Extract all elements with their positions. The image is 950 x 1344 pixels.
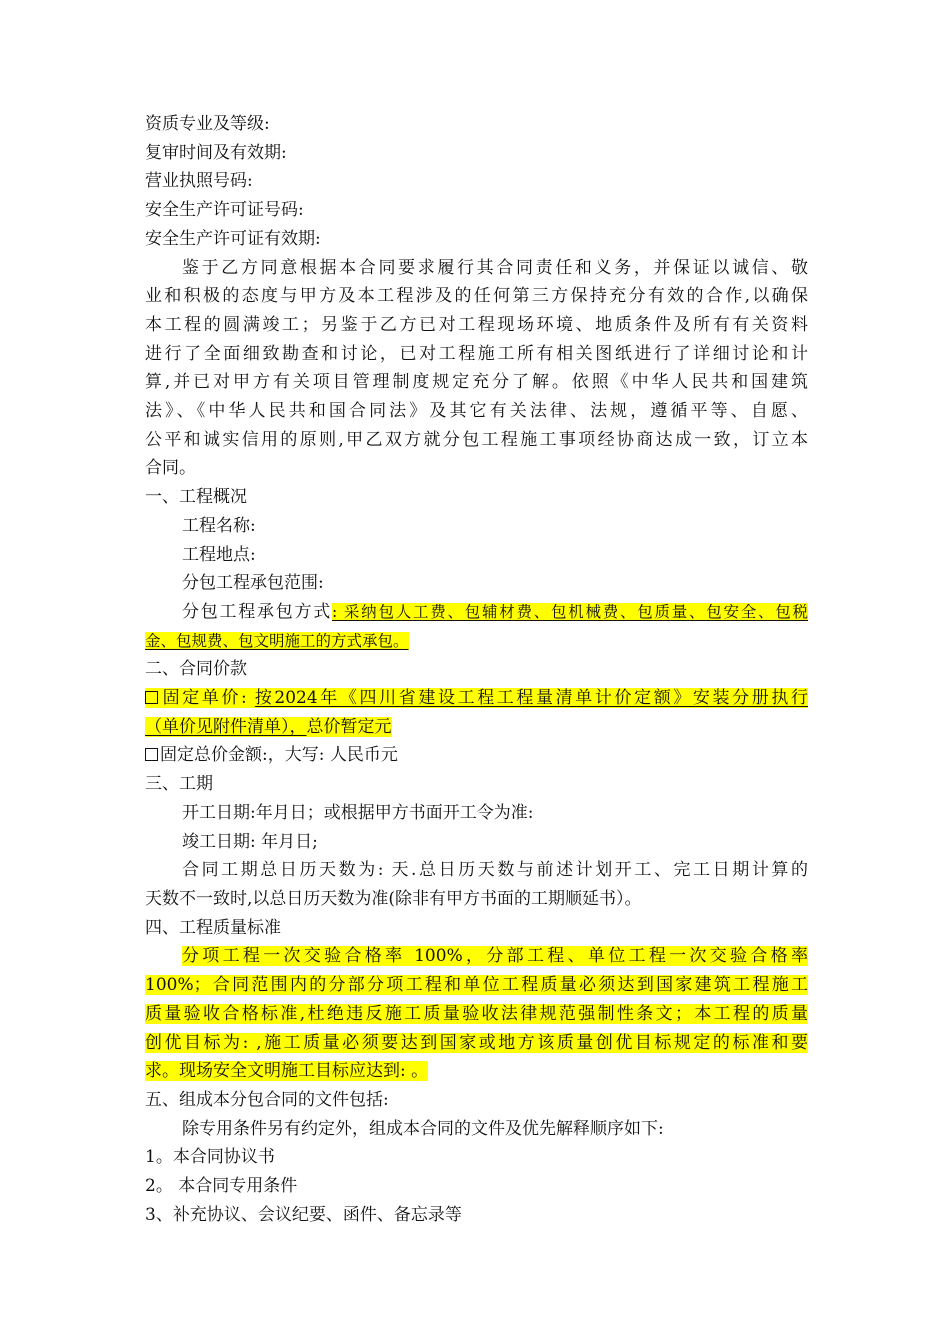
subcontract-scope-field: 分包工程承包范围: [182, 573, 324, 594]
project-location-field: 工程地点: [182, 544, 256, 565]
fixed-unit-price-highlight [145, 688, 808, 708]
section-heading-quality: 四、工程质量标准 [145, 917, 281, 938]
project-name-field: 工程名称: [182, 515, 256, 536]
fixed-unit-price-total: 总价暂定元 [306, 716, 392, 737]
section-heading-price: 二、合同价款 [145, 659, 247, 680]
completion-date-field: 竣工日期: 年月日; [182, 831, 318, 852]
preamble-line: 鉴于乙方同意根据本合同要求履行其合同责任和义务，并保证以诚信、敬 [182, 257, 808, 278]
duration-line: 合同工期总日历天数为: 天.总日历天数与前述计划开工、完工日期计算的 [182, 860, 808, 881]
preamble-line: 业和积极的态度与甲方及本工程涉及的任何第三方保持充分有效的合作,以确保 [145, 286, 808, 307]
subcontract-method-value-cont: 金、包规费、包文明施工的方式承包。 [145, 631, 409, 650]
preamble-line: 合同。 [145, 458, 196, 479]
quality-text: 创优目标为: ,施工质量必须要达到国家或地方该质量创优目标规定的标准和要 [145, 1032, 808, 1053]
checkbox-icon[interactable] [145, 748, 158, 761]
quality-line [145, 1029, 808, 1058]
fixed-unit-price-basis: 按2024年《四川省建设工程工程量清单计价定额》安装分册执行 [254, 688, 808, 709]
duration-line: 天数不一致时,以总日历天数为准(除非有甲方书面的工期顺延书）。 [145, 888, 642, 909]
quality-text: 100%；合同范围内的分部分项工程和单位工程质量必须达到国家建筑工程施工 [145, 975, 808, 996]
subcontract-method-continuation [145, 627, 808, 656]
quality-line [145, 1000, 808, 1029]
field-review-validity: 复审时间及有效期: [145, 142, 287, 163]
fixed-unit-price-line [145, 684, 808, 713]
fixed-unit-price-label: 固定单价: [160, 688, 255, 709]
preamble-line: 算,并已对甲方有关项目管理制度规定充分了解。依照《中华人民共和国建筑 [145, 372, 808, 393]
document-list-item: 3、补充协议、会议纪要、函件、备忘录等 [145, 1204, 462, 1225]
section-heading-overview: 一、工程概况 [145, 487, 247, 508]
fixed-total-price-text: 固定总价金额:，大写: 人民币元 [160, 745, 398, 766]
fixed-unit-price-continuation [145, 713, 808, 742]
section-heading-schedule: 三、工期 [145, 774, 213, 795]
subcontract-method-line [145, 598, 808, 627]
subcontract-method-label: 分包工程承包方式 [182, 601, 333, 622]
field-qualification: 资质专业及等级: [145, 114, 270, 134]
fixed-unit-price-highlight-cont [145, 717, 392, 737]
document-list-item: 2。 本合同专用条件 [145, 1176, 298, 1197]
documents-intro: 除专用条件另有约定外，组成本合同的文件及优先解释顺序如下: [182, 1118, 664, 1139]
checkbox-icon[interactable] [145, 691, 158, 704]
quality-line [145, 1057, 808, 1086]
preamble-line: 公平和诚实信用的原则,甲乙双方就分包工程施工事项经协商达成一致，订立本 [145, 429, 808, 450]
field-safety-permit-number: 安全生产许可证号码: [145, 200, 304, 221]
subcontract-method-value: : 采纳包人工费、包辅材费、包机械费、包质量、包安全、包税 [332, 602, 809, 621]
quality-text: 质量验收合格标准,杜绝违反施工质量验收法律规范强制性条文；本工程的质量 [145, 1003, 808, 1024]
preamble-line: 进行了全面细致勘查和讨论，已对工程施工所有相关图纸进行了详细讨论和计 [145, 343, 808, 364]
document-list-item: 1。本合同协议书 [145, 1147, 275, 1168]
fixed-unit-price-note: （单价见附件清单）， [145, 716, 307, 737]
fixed-total-price-line [145, 741, 808, 770]
quality-line [145, 942, 808, 971]
section-heading-documents: 五、组成本分包合同的文件包括: [145, 1089, 389, 1110]
quality-text: 分项工程一次交验合格率 100%，分部工程、单位工程一次交验合格率 [182, 946, 808, 967]
preamble-line: 本工程的圆满竣工；另鉴于乙方已对工程现场环境、地质条件及所有有关资料 [145, 314, 808, 335]
preamble-line: 法》、《中华人民共和国合同法》及其它有关法律、法规，遵循平等、自愿、 [145, 401, 808, 422]
quality-text: 求。现场安全文明施工目标应达到: 。 [145, 1061, 429, 1082]
field-safety-permit-validity: 安全生产许可证有效期: [145, 228, 321, 249]
start-date-field: 开工日期:年月日；或根据甲方书面开工令为准: [182, 802, 534, 823]
quality-line [145, 971, 808, 1000]
field-business-license: 营业执照号码: [145, 171, 253, 192]
